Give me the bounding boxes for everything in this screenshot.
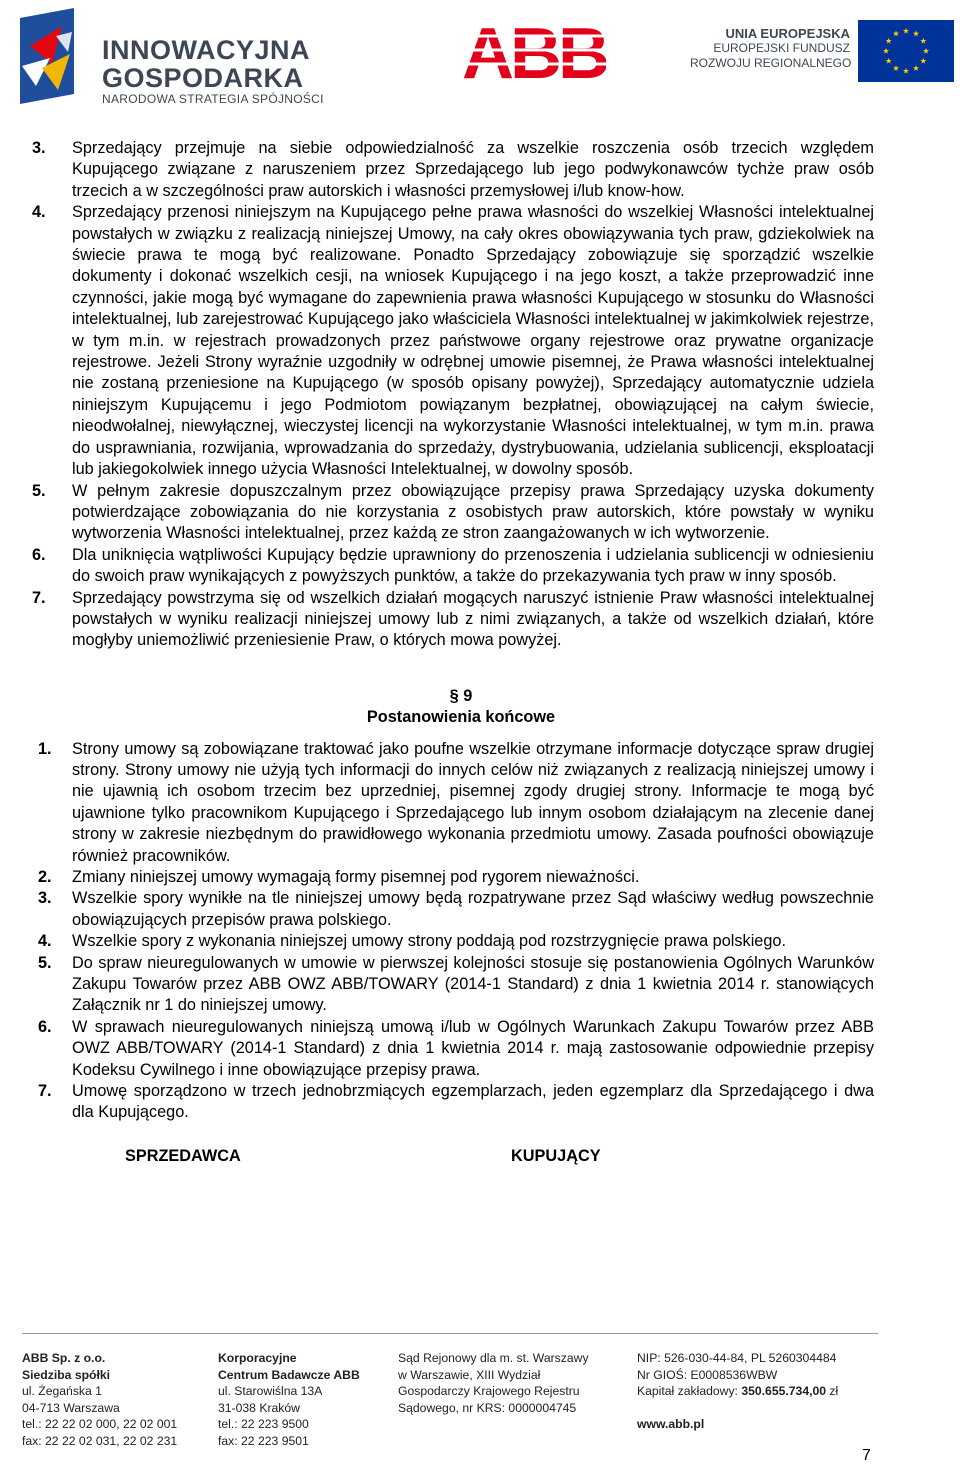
footer-company-phone: tel.: 22 22 02 000, 22 02 001 — [22, 1417, 178, 1432]
footer-company-fax: fax: 22 22 02 031, 22 02 231 — [22, 1433, 178, 1448]
eu-logo-text — [690, 26, 850, 71]
list-item-number: 7. — [38, 1082, 52, 1101]
footer-company-name: ABB Sp. z o.o. — [22, 1351, 106, 1365]
innowacyjna-gospodarka-logo — [12, 6, 342, 108]
footer-website-link[interactable]: www.abb.pl — [637, 1417, 705, 1432]
list-item-text: W sprawach nieuregulowanych niniejszą umową i/lub w Ogólnych Warunkach Zakupu Towarów przez ABB OWZ ABB/TOWARY (2014-1 Standard) z dnia 1 kwietnia 2014 r. mają zastosowanie odpowiednie przepisy Kodeksu Cywilnego i inne obowiązujące przepisy prawa. — [72, 1017, 874, 1079]
footer-company-street: ul. Żegańska 1 — [22, 1384, 102, 1399]
list-item-text: Do spraw nieuregulowanych w umowie w pierwszej kolejności stosuje się postanowienia Ogólnych Warunków Zakupu Towarów przez ABB OWZ ABB/TOWARY (2014-1 Standard) z dnia 1 kwietnia 2014 r. stanowiących Załącznik nr 1 do niniejszej umowy. — [72, 953, 874, 1015]
list-item — [30, 867, 874, 888]
list-item — [30, 202, 874, 480]
footer-court-line3: Gospodarczy Krajowego Rejestru — [398, 1384, 580, 1399]
footer-tax-info — [637, 1350, 838, 1433]
ig-star-mark-icon — [12, 6, 92, 106]
footer-research-line2: Centrum Badawcze ABB — [218, 1367, 360, 1382]
list-item — [30, 739, 874, 867]
list-item-number: 5. — [32, 481, 46, 500]
section-title: Postanowienia końcowe — [366, 708, 556, 727]
eu-logo-line3: ROZWOJU REGIONALNEGO — [690, 56, 852, 70]
list-item-text: Sprzedający przejmuje na siebie odpowiedzialność za wszelkie roszczenia osób trzecich względem Kupującego związane z naruszeniem przez Sprzedającego lub jego podwykonawców tychże praw osób trzecich a w szczególności praw autorskich i własności przemysłowej i/lub know-how. — [72, 139, 874, 200]
ig-logo-subtitle: NARODOWA STRATEGIA SPÓJNOŚCI — [102, 92, 324, 106]
list-item — [30, 1081, 874, 1124]
list-item — [30, 481, 874, 545]
section-8-list — [30, 138, 874, 652]
page-header — [0, 0, 960, 115]
footer-research-city: 31-038 Kraków — [218, 1400, 300, 1415]
ig-logo-line1: INNOWACYJNA — [102, 35, 311, 65]
list-item-text: Zmiany niniejszej umowy wymagają formy pisemnej pod rygorem nieważności. — [72, 868, 640, 886]
list-item — [30, 953, 874, 1017]
list-item-number: 4. — [32, 203, 46, 222]
section-9-list — [30, 739, 874, 1124]
list-item-text: Wszelkie spory z wykonania niniejszej umowy strony poddają pod rozstrzygnięcie prawa polskiego. — [72, 932, 786, 951]
footer-court-line1: Sąd Rejonowy dla m. st. Warszawy — [398, 1351, 589, 1365]
footer-gios: Nr GIOŚ: E0008536WBW — [637, 1367, 778, 1382]
list-item-text: Sprzedający przenosi niniejszym na Kupującego pełne prawa własności do wszelkiej Własności intelektualnej powstałych w związku z realizacją niniejszej Umowy, na cały okres obowiązywania tych praw, gdziekolwiek na świecie prawa te mogą być realizowane. Ponadto Sprzedający zobowiązuje się sporządzić wszelkie dokumenty i dokonać wszelkich cesji, na wniosek Kupującego i na jego koszt, a także przeprowadzić inne czynności, jakie mogą być wymagane do zapewnienia prawa własności Kupującego w stosunku do Własności intelektualnej, lub zarejestrować Kupującego jako właściciela Własności intelektualnej w jakimkolwiek rejestrze, w tym m.in. w rejestrach prowadzonych przez państwowe organy rejestrowe oraz prywatne organizacje rejestrowe. Jeżeli Strony wyraźnie uzgodniły w odrębnej umowie pisemnej, że Prawa własności intelektualnej nie zostaną przeniesione na Kupującego (w sposób opisany powyżej), Sprzedający automatycznie udziela niniejszym Kupującemu i jego Podmiotom powiązanym bezpłatnej, obowiązującej na całym świecie, nieodwołalnej, niewyłącznej, wieczystej licencji na wykorzystanie Własności intelektualnej, w tym m.in. prawa do usprawniania, rozwijania, wprowadzania do sprzedaży, dystrybuowania, udzielania sublicencji, eksploatacji lub jakiegokolwiek innego użycia Własności Intelektualnej, w dowolny sposób. — [72, 203, 874, 479]
abb-logo — [462, 22, 606, 82]
list-item-number: 4. — [38, 932, 52, 951]
seller-signature-label: SPRZEDAWCA — [125, 1146, 241, 1165]
footer-spacer — [637, 1400, 838, 1417]
list-item-text: W pełnym zakresie dopuszczalnym przez obowiązujące przepisy prawa Sprzedający uzyska dokumenty potwierdzające zobowiązania do nie korzystania z osobistych praw autorskich, które powstały w wyniku wytworzenia Własności intelektualnej, przez każdą ze stron zaangażowanych w ich wytworzenie. — [72, 481, 874, 543]
list-item — [30, 545, 874, 588]
eu-flag-icon — [858, 20, 954, 82]
list-item-text: Sprzedający powstrzyma się od wszelkich działań mogących naruszyć istnienie Praw własności intelektualnej powstałych w wyniku realizacji niniejszej umowy lub z nimi związanych, a także od wszelkich działań, które mogłyby uniemożliwić przeniesienie Praw, o których mowa powyżej. — [72, 588, 874, 650]
list-item-number: 3. — [38, 889, 52, 908]
list-item — [30, 588, 874, 652]
list-item — [30, 931, 874, 952]
footer-company-city: 04-713 Warszawa — [22, 1400, 120, 1415]
footer-capital — [637, 1383, 838, 1400]
section-symbol: § 9 — [449, 686, 473, 705]
footer-divider — [22, 1333, 878, 1334]
section-9-heading — [30, 686, 874, 729]
list-item-number: 6. — [32, 545, 46, 564]
footer-company-address — [22, 1350, 177, 1450]
footer-court-line2: w Warszawie, XIII Wydział — [398, 1367, 541, 1382]
list-item-text: Strony umowy są zobowiązane traktować jako poufne wszelkie otrzymane informacje dotyczące spraw drugiej strony. Strony umowy nie użyją tych informacji do innych celów niż związanych z realizacją niniejszej umowy i nie ujawnią ich osobom trzecim bez uprzedniej, pisemnej zgody drugiej strony. Informacje te mogą być ujawnione tylko pracownikom Kupującego i Sprzedającego lub innym osobom działającym na zlecenie danej strony w zakresie niezbędnym do prawidłowego wykonania przedmiotu umowy. Zasada poufności obowiązuje również pracowników. — [72, 739, 874, 865]
ig-logo-title — [102, 36, 310, 92]
footer-court-line4: Sądowego, nr KRS: 0000004745 — [398, 1400, 577, 1415]
footer-nip: NIP: 526-030-44-84, PL 5260304484 — [637, 1351, 837, 1365]
list-item-number: 1. — [38, 739, 52, 758]
footer-research-fax: fax: 22 223 9501 — [218, 1433, 309, 1448]
signature-labels — [30, 1146, 874, 1170]
document-body — [30, 138, 874, 1170]
footer-research-street: ul. Starowiślna 13A — [218, 1384, 323, 1399]
list-item-text: Umowę sporządzono w trzech jednobrzmiących egzemplarzach, jeden egzemplarz dla Sprzedającego i dwa dla Kupującego. — [72, 1082, 874, 1122]
footer-court-registry — [398, 1350, 589, 1416]
footer-capital-label: Kapitał zakładowy: — [637, 1384, 742, 1399]
eu-logo-line2: EUROPEJSKI FUNDUSZ — [713, 41, 850, 55]
ig-logo-line2: GOSPODARKA — [102, 63, 304, 93]
footer-research-center — [218, 1350, 360, 1450]
footer-research-line1: Korporacyjne — [218, 1351, 297, 1365]
list-item — [30, 138, 874, 202]
list-item-number: 7. — [32, 588, 46, 607]
list-item-text: Wszelkie spory wynikłe na tle niniejszej umowy będą rozpatrywane przez Sąd właściwy według powszechnie obowiązujących przepisów prawa polskiego. — [72, 889, 874, 929]
list-item-text: Dla uniknięcia wątpliwości Kupujący będzie uprawniony do przenoszenia i udzielania sublicencji w odniesieniu do swoich praw wynikających z powyższych punktów, a także do przekazywania tych praw w inny sposób. — [72, 545, 874, 586]
list-item-number: 5. — [38, 953, 52, 972]
list-item — [30, 888, 874, 931]
list-item-number: 6. — [38, 1017, 52, 1036]
eu-logo-line1: UNIA EUROPEJSKA — [725, 26, 850, 41]
buyer-signature-label: KUPUJĄCY — [511, 1146, 601, 1165]
abb-logo-text: ABB — [462, 22, 606, 82]
list-item-number: 2. — [38, 868, 52, 886]
list-item-number: 3. — [32, 139, 46, 157]
footer-capital-unit: zł — [826, 1384, 839, 1399]
footer-capital-value: 350.655.734,00 — [741, 1384, 827, 1399]
list-item — [30, 1017, 874, 1081]
footer-company-seat: Siedziba spółki — [22, 1367, 111, 1382]
page-number: 7 — [862, 1447, 871, 1464]
footer-research-phone: tel.: 22 223 9500 — [218, 1417, 309, 1432]
